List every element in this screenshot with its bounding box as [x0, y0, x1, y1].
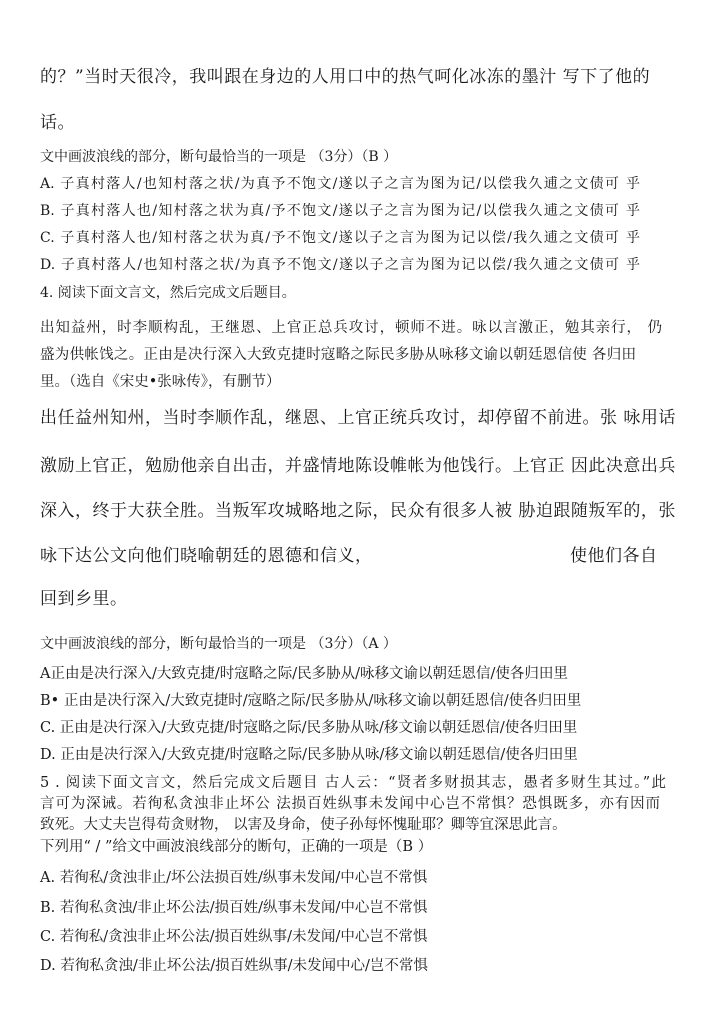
passage-4-line-3: 里。（选自《宋史•张咏传》，有删节） [40, 374, 281, 390]
question-3-option-c: C. 子真村落人也/知村落之状为真/予不饱文/遂以子之言为图为记以偿/我久逋之文债可 乎 [40, 230, 640, 246]
question-5-option-a: A. 若徇私/贪浊非止/坏公法损百姓/纵事未发闻/中心岂不常惧 [40, 870, 428, 886]
question-4-option-c: C. 正由是决行深入/大致克捷/时寇略之际/民多胁从咏/移文谕以朝廷恩信/使各归田里 [40, 720, 578, 736]
passage-4-line-1: 出知益州，时李顺构乱，王继恩、上官正总兵攻讨，顿师不进。咏以言激正，勉其亲行， 仍 [40, 320, 662, 336]
translation-line-3: 深入，终于大获全胜。当叛军攻城略地之际，民众有很多人被 胁迫跟随叛军的，张 [40, 501, 676, 521]
translation-line-4a: 咏下达公文向他们晓喻朝廷的恩德和信义， [40, 546, 373, 566]
translation-line-5: 回到乡里。 [40, 589, 128, 609]
passage-5-line-2: 致死。大丈夫岂得苟贪财物， 以害及身命，使子孙每怀愧耻耶？卿等宜深思此言。 [40, 817, 567, 833]
question-3-option-b: B. 子真村落人也/知村落之状为真/予不饱文/遂以子之言为图为记/以偿我久逋之文债可 乎 [40, 203, 640, 219]
text-line-2: 话。 [40, 113, 75, 133]
question-4-prompt: 文中画波浪线的部分，断句最恰当的一项是 （3分）（A ） [40, 636, 397, 652]
question-5-option-b: B. 若徇私贪浊/非止坏公法/损百姓/纵事未发闻/中心岂不常惧 [40, 900, 428, 916]
question-3-option-d: D. 子真村落人/也知村落之状/为真予不饱文/遂以子之言为图为记以偿/我久逋之文债可 乎 [40, 257, 640, 273]
question-5-prompt: 下列用“ / ”给文中画波浪线部分的断句，正确的一项是（B ） [40, 839, 433, 855]
question-5-option-d: D. 若徇私贪浊/非止坏公法/损百姓纵事/未发闻中心/岂不常惧 [40, 958, 428, 974]
passage-4-line-2: 盛为供帐饯之。正由是决行深入大致克捷时寇略之际民多胁从咏移文谕以朝廷恩信使 各归田 [40, 347, 636, 363]
question-3-option-a: A. 子真村落人/也知村落之状/为真予不饱文/遂以子之言为图为记/以偿我久逋之文债可 乎 [40, 176, 640, 192]
question-5-option-c: C. 若徇私/贪浊非止坏公法/损百姓纵事/未发闻/中心岂不常惧 [40, 929, 428, 945]
question-4-option-d: D. 正由是决行深入/大致克捷/时寇略之际/民多胁从咏/移文谕以朝廷恩信/使各归田里 [40, 747, 578, 763]
text-line-1: 的？”当时天很冷，我叫跟在身边的人用口中的热气呵化冰冻的墨汁 写下了他的 [40, 67, 651, 87]
translation-line-4b: 使他们各自 [570, 546, 658, 566]
passage-5-line-1: 言可为深诫。若徇私贪浊非止坏公 法损百姓纵事未发闻中心岂不常惧？恐惧既多，亦有因而 [40, 796, 660, 812]
question-4-heading: 4. 阅读下面文言文，然后完成文后题目。 [40, 285, 296, 301]
question-4-option-b: B• 正由是决行深入/大致克捷时/寇略之际/民多胁从/咏移文谕以朝廷恩信/使各归田里 [40, 693, 582, 709]
translation-line-1: 出任益州知州，当时李顺作乱，继恩、上官正统兵攻讨，却停留不前进。张 咏用话 [40, 408, 676, 428]
translation-line-2: 激励上官正，勉励他亲自出击，并盛情地陈设帷帐为他饯行。上官正 因此决意出兵 [40, 456, 676, 476]
question-5-heading: 5 . 阅读下面文言文，然后完成文后题目 古人云：“贤者多财损其志，愚者多财生其过。”此 [40, 775, 666, 791]
question-4-option-a: A正由是决行深入/大致克捷/时寇略之际/民多胁从/咏移文谕以朝廷恩信/使各归田里 [40, 666, 568, 682]
question-3-prompt: 文中画波浪线的部分，断句最恰当的一项是 （3分）（B ） [40, 149, 398, 165]
